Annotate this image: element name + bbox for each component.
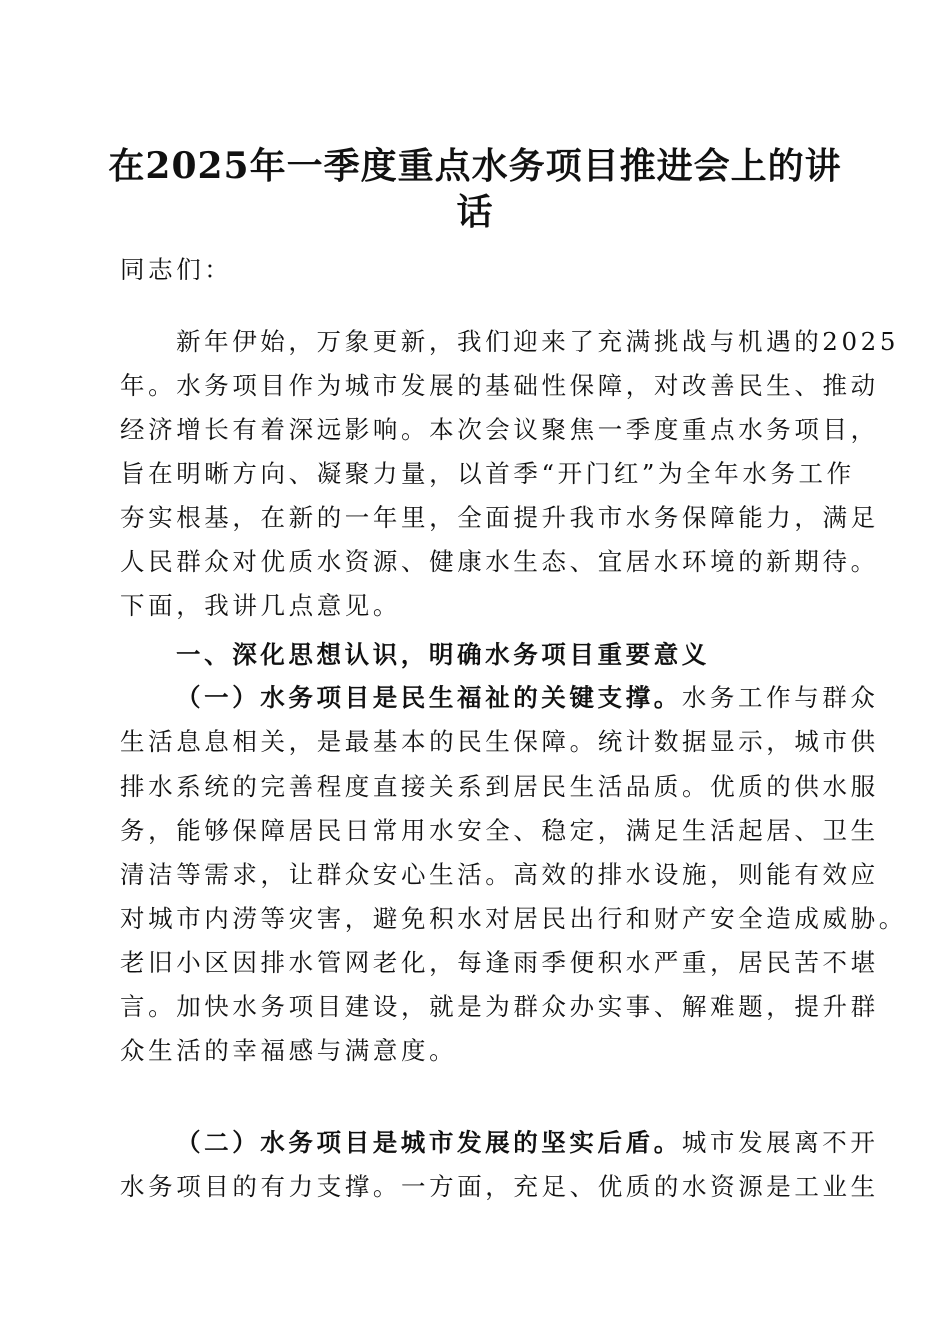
document-title-line-1: 在2025年一季度重点水务项目推进会上的讲 [108, 145, 842, 187]
subsection-2-title: （二）水务项目是城市发展的坚实后盾。 [176, 1128, 682, 1157]
subsection-2-text: 城市发展离不开 [681, 1128, 879, 1157]
body-line: 清洁等需求，让群众安心生活。高效的排水设施，则能有效应 [120, 860, 879, 889]
subsection-1-title: （一）水务项目是民生福祉的关键支撑。 [176, 683, 682, 712]
body-line: 生活息息相关，是最基本的民生保障。统计数据显示，城市供 [120, 727, 879, 756]
body-line: 众生活的幸福感与满意度。 [120, 1036, 458, 1065]
body-line: 排水系统的完善程度直接关系到居民生活品质。优质的供水服 [120, 772, 879, 801]
body-line: 老旧小区因排水管网老化，每逢雨季便积水严重，居民苦不堪 [120, 948, 879, 977]
document-title-line-2: 话 [456, 191, 494, 233]
intro-line: 年。水务项目作为城市发展的基础性保障，对改善民生、推动 [120, 371, 879, 400]
body-line: 水务项目的有力支撑。一方面，充足、优质的水资源是工业生 [120, 1172, 879, 1201]
intro-line: 旨在明晰方向、凝聚力量，以首季“开门红”为全年水务工作 [120, 459, 855, 488]
body-line: 对城市内涝等灾害，避免积水对居民出行和财产安全造成威胁。 [120, 904, 907, 933]
body-line: 言。加快水务项目建设，就是为群众办实事、解难题，提升群 [120, 992, 879, 1021]
intro-line: 人民群众对优质水资源、健康水生态、宜居水环境的新期待。 [120, 547, 879, 576]
body-line: 务，能够保障居民日常用水安全、稳定，满足生活起居、卫生 [120, 816, 879, 845]
intro-line: 新年伊始，万象更新，我们迎来了充满挑战与机遇的2025 [176, 327, 900, 356]
subsection-1-lead-line [176, 683, 879, 713]
subsection-2-lead-line [176, 1128, 879, 1158]
salutation: 同志们： [120, 255, 233, 284]
intro-line: 夯实根基，在新的一年里，全面提升我市水务保障能力，满足 [120, 503, 879, 532]
intro-line: 经济增长有着深远影响。本次会议聚焦一季度重点水务项目， [120, 415, 879, 444]
intro-line: 下面，我讲几点意见。 [120, 591, 401, 620]
section-heading-1: 一、深化思想认识，明确水务项目重要意义 [176, 640, 710, 669]
subsection-1-text: 水务工作与群众 [681, 683, 879, 712]
